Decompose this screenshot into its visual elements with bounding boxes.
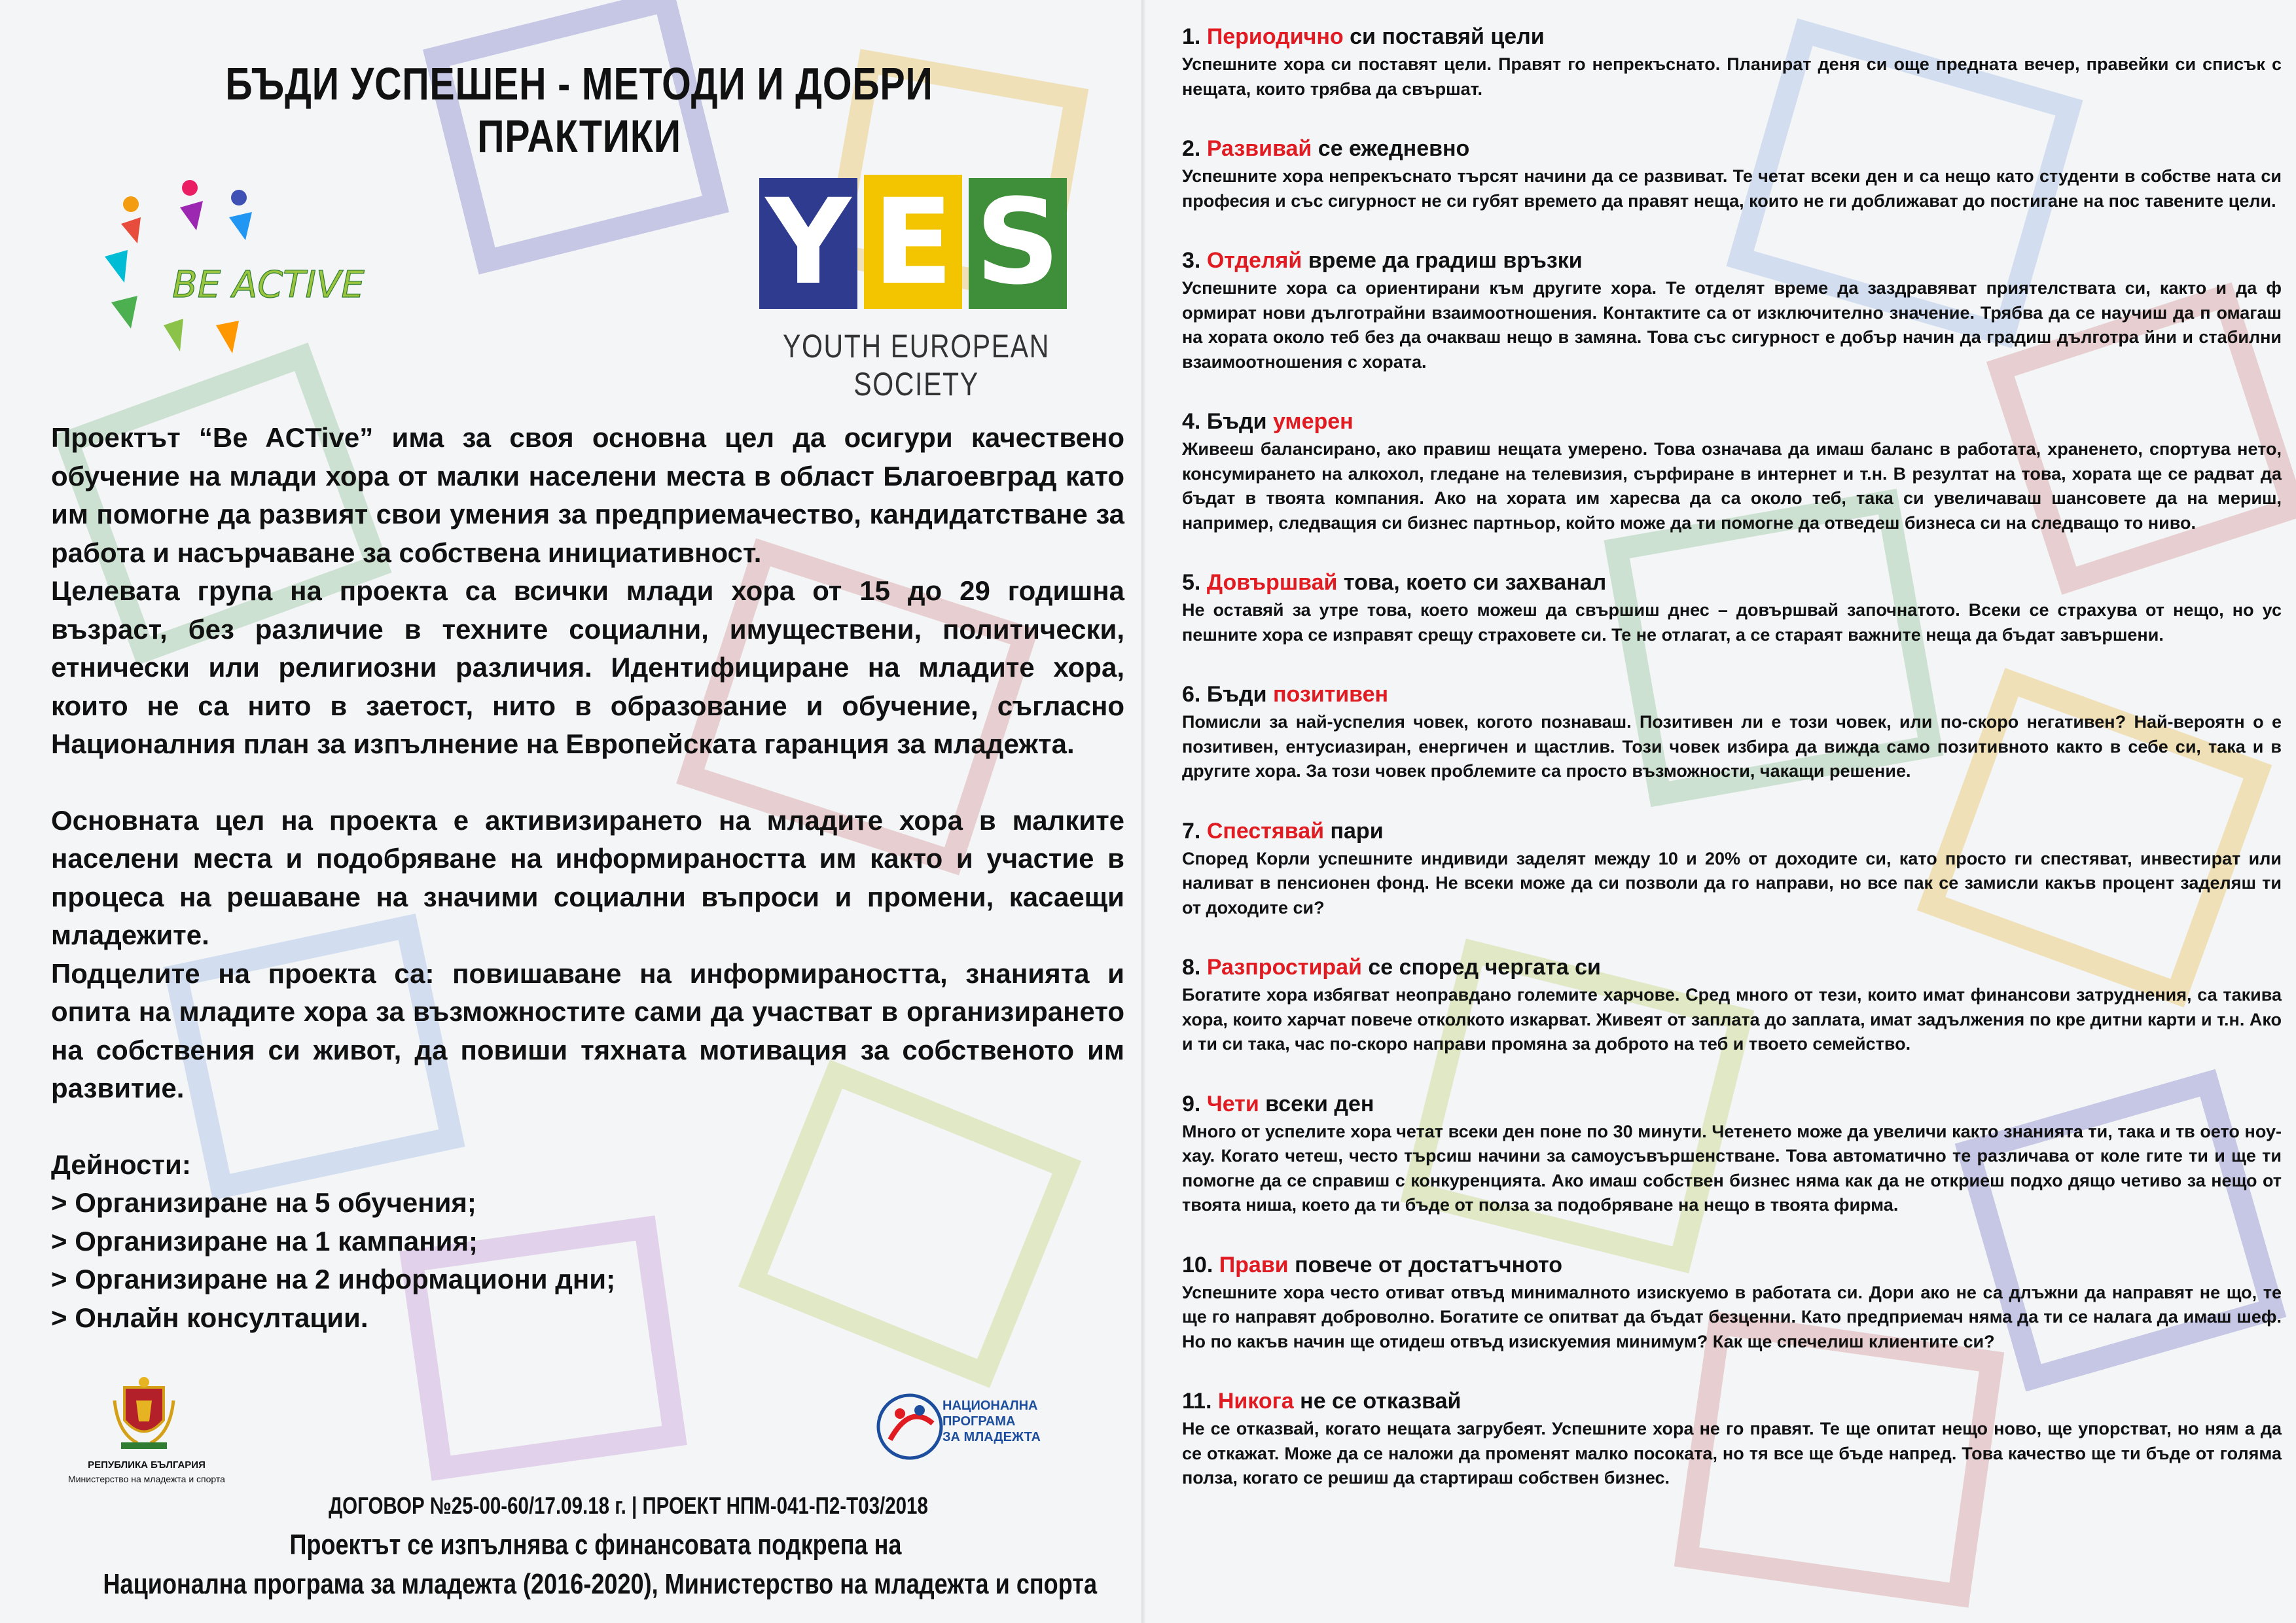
tip-keyword: Никога — [1217, 1389, 1294, 1414]
svg-text:Y: Y — [765, 174, 852, 311]
be-active-logo — [92, 171, 367, 368]
tip-item — [1182, 134, 2282, 213]
tip-keyword: Довършвай — [1206, 570, 1338, 595]
activity-item: > Организиране на 2 информациони дни; — [51, 1264, 616, 1294]
tip-heading: 1. Периодично си поставяй цели — [1182, 24, 1545, 49]
tip-keyword: Чети — [1206, 1091, 1259, 1116]
tip-body: Успешните хора си поставят цели. Правят го непрекъснато. Планират деня си още предната вечер, правейки си списък с нещата, които трябва да свършат. — [1182, 54, 2282, 99]
svg-text:S: S — [975, 174, 1060, 311]
npm-line-3: ЗА МЛАДЕЖТА — [942, 1430, 1041, 1444]
tip-heading: 3. Отделяй време да градиш връзки — [1182, 248, 1583, 273]
tip-keyword: умерен — [1272, 409, 1354, 434]
tip-body: Живееш балансирано, ако правиш нещата умерено. Това означава да имаш баланс в работата, храненето, спортува нето, консумирането на алкохол, гледане на телевизия, сърфиране в интернет и т.н. В резултат на това, хората ще се радват да бъдат в твоята компания. Ако на хората им харесва да са около теб, така си увеличаваш шансовете да на мериш, например, следващия си бизнес партньор, който може да ти помогне да отведеш бизнеса си на следващо то ниво. — [1182, 439, 2282, 533]
tip-body: Успешните хора непрекъснато търсят начини да се развиват. Те четат всеки ден и са нещо като студенти в собстве ната си професия и със сигурност не си губят времето да правят неща, които не ги доближават до постигане на пос тавените цели. — [1182, 166, 2282, 211]
tip-heading: 5. Довършвай това, което си захванал — [1182, 570, 1607, 595]
yes-caption: YOUTH EUROPEAN SOCIETY — [783, 328, 1050, 402]
tip-heading: 2. Развивай се ежедневно — [1182, 136, 1470, 161]
tip-item — [1182, 817, 2282, 921]
tip-body: Помисли за най-успелия човек, когото познаваш. Позитивен ли е този човек, или по-скоро негативен? Най-вероятн о е позитивен, ентусиазиран, енергичен и щастлив. Този човек избира да вижда само позитивното както в себе си, така и в другите хора. За този човек проблемите са просто възможности, чакащи решение. — [1182, 712, 2282, 781]
tip-item — [1182, 680, 2282, 784]
svg-text:E: E — [872, 174, 954, 311]
tip-heading: 11. Никога не се отказвай — [1182, 1389, 1462, 1414]
tip-body: Успешните хора често отиват отвъд минималното изискуемо в работата си. Дори ако не са длъжни да направят не що, те ще го направят доброволно. Богатите се опитват да бъдат безценни. Като предприемач няма да ти се налага да имаш шеф. Но по какъв начин ще отидеш отвъд изискуемия минимум? Как ще спечелиш клиентите си? — [1182, 1282, 2282, 1351]
national-youth-program-text — [942, 1398, 1073, 1445]
paragraph-main-goal: Основната цел на проекта е активизирането на младите хора в малките населени места и подобряване на информираността им както и участие в процеса на решаване на значими социални въпроси и промени, касаещи младежите. — [51, 804, 1124, 950]
contract-line: ДОГОВОР №25-00-60/17.09.18 г. | ПРОЕКТ НПМ-041-П2-Т03/2018 — [329, 1492, 928, 1519]
tip-item — [1182, 1251, 2282, 1355]
tip-heading: 6. Бъди позитивен — [1182, 682, 1389, 707]
tip-keyword: Спестявай — [1206, 818, 1325, 844]
activities-title: Дейности: — [51, 1149, 191, 1180]
tip-body: Много от успелите хора четат всеки ден поне по 30 минути. Четенето може да увеличи както знанията ти, така и тв оето ноу-хау. Когато четеш, често търсиш начини за самоусъвършенстване. Това автоматично те различава от коле гите ти и ще ти помогне да се справиш с конкуренцията. Ако имаш собствен бизнес няма как да не откриеш подхо дящо четиво за нещо от твоята ниша, което да ти бъде от полза за подобряване на нещо в твоята фирма. — [1182, 1121, 2282, 1215]
paragraph-goal: Проектът “Be ACTive” има за своя основна цел да осигури качествено обучение на млади хора от малки населени места в област Благоевград като им помогне да развият свои умения за предприемачество, кандидатстване за работа и насърчаване за собствена инициативност. — [51, 422, 1124, 568]
tip-keyword: позитивен — [1272, 682, 1389, 707]
program-line: Национална програма за младежта (2016-2020), Министерство на младежта и спорта — [103, 1568, 1098, 1600]
activity-item: > Онлайн консултации. — [51, 1302, 368, 1333]
tip-item — [1182, 953, 2282, 1057]
tip-keyword: Отделяй — [1206, 248, 1302, 273]
tip-item — [1182, 22, 2282, 101]
npm-line-2: ПРОГРАМА — [942, 1414, 1016, 1429]
paragraph-subgoals: Подцелите на проекта са: повишаване на информираността, знанията и опита на младите хора за възможностите сами да участват в организирането на собствения си живот, да повиши тяхната мотивация за собственото им развитие. — [51, 957, 1124, 1103]
funding-line: Проектът се изпълнява с финансовата подкрепа на — [289, 1529, 902, 1561]
tip-keyword: Прави — [1219, 1252, 1289, 1277]
ministry-label-country: РЕПУБЛИКА БЪЛГАРИЯ — [88, 1459, 206, 1471]
tip-item — [1182, 246, 2282, 374]
ministry-label-name: Министерство на младежта и спорта — [68, 1474, 225, 1484]
tip-body: Успешните хора са ориентирани към другите хора. Те отделят време да заздравяват приятелствата си, както и да ф ормират нови дълготрайни взаимоотношения. Контактите са от изключително значение. Трябва да се научиш да п омагаш на хората около теб без да очакваш нещо в замяна. Това със сигурност е добър начин да градиш дълготра йни и стабилни взаимоотношения с хората. — [1182, 278, 2282, 372]
npm-line-1: НАЦИОНАЛНА — [942, 1399, 1038, 1413]
project-description — [51, 419, 1124, 1337]
tip-body: Не се отказвай, когато нещата загрубеят. Успешните хора не го правят. Те ще опитат нещо ново, ще упорстват, но ням а да се откажат. Може да се наложи да променят малко посоката, но тя все ще бъде напред. Това качество ще ти бъде от голяма полза, когато се решиш да стартираш собствен бизнес. — [1182, 1419, 2282, 1488]
tip-heading: 7. Спестявай пари — [1182, 818, 1384, 844]
tip-body: Богатите хора избягват неоправдано големите харчове. Сред много от тези, които имат финансови затруднения, са такива хора, които харчат повече отколкото изкарват. Живеят от заплата до заплата, имат задължения по кре дитни карти и т.н. Ако и ти си така, час по-скоро направи промяна за доброто на теб и твоето семейство. — [1182, 985, 2282, 1054]
paragraph-target-group: Целевата група на проекта са всички млади хора от 15 до 29 годишна възраст, без различие в техните социални, имуществени, политически, етнически или религиозни различия. Идентифициране на младите хора, които не са нито в заетост, нито в образование и обучение, съгласно Националния план за изпълнение на Европейската гаранция за младежта. — [51, 575, 1124, 759]
tip-body: Според Корли успешните индивиди заделят между 10 и 20% от доходите си, като просто ги спестяват, инвестират или наливат в пенсионен фонд. Не всеки може да си позволи да го направи, но все пак се замисли какъв процент заделяш ти от доходите си? — [1182, 848, 2282, 918]
success-tips-list — [1182, 22, 2282, 1524]
page-title: БЪДИ УСПЕШЕН - МЕТОДИ И ДОБРИ ПРАКТИКИ — [225, 58, 933, 162]
tip-keyword: Периодично — [1206, 24, 1344, 49]
tip-heading: 8. Разпростирай се според чергата си — [1182, 955, 1601, 980]
tip-keyword: Разпростирай — [1206, 955, 1362, 980]
tip-heading: 4. Бъди умерен — [1182, 409, 1354, 434]
page-fold — [1141, 0, 1145, 1623]
tip-heading: 9. Чети всеки ден — [1182, 1091, 1374, 1116]
tip-heading: 10. Прави повече от достатъчното — [1182, 1252, 1562, 1277]
be-active-text: BE ACTIVE — [172, 264, 365, 306]
tip-item — [1182, 568, 2282, 647]
tip-body: Не оставяй за утре това, което можеш да свършиш днес – довършвай започнатото. Всеки се страхува от нещо, но ус пешните хора се изправят срещу страховете си. Те не отлагат, а се стараят важните неща да бъдат завършени. — [1182, 600, 2282, 645]
tip-item — [1182, 407, 2282, 535]
bulgaria-crest-icon — [111, 1374, 177, 1452]
activity-item: > Организиране на 5 обучения; — [51, 1187, 476, 1218]
activity-item: > Организиране на 1 кампания; — [51, 1225, 478, 1257]
tip-keyword: Развивай — [1206, 136, 1312, 161]
tip-item — [1182, 1387, 2282, 1491]
tip-item — [1182, 1090, 2282, 1218]
